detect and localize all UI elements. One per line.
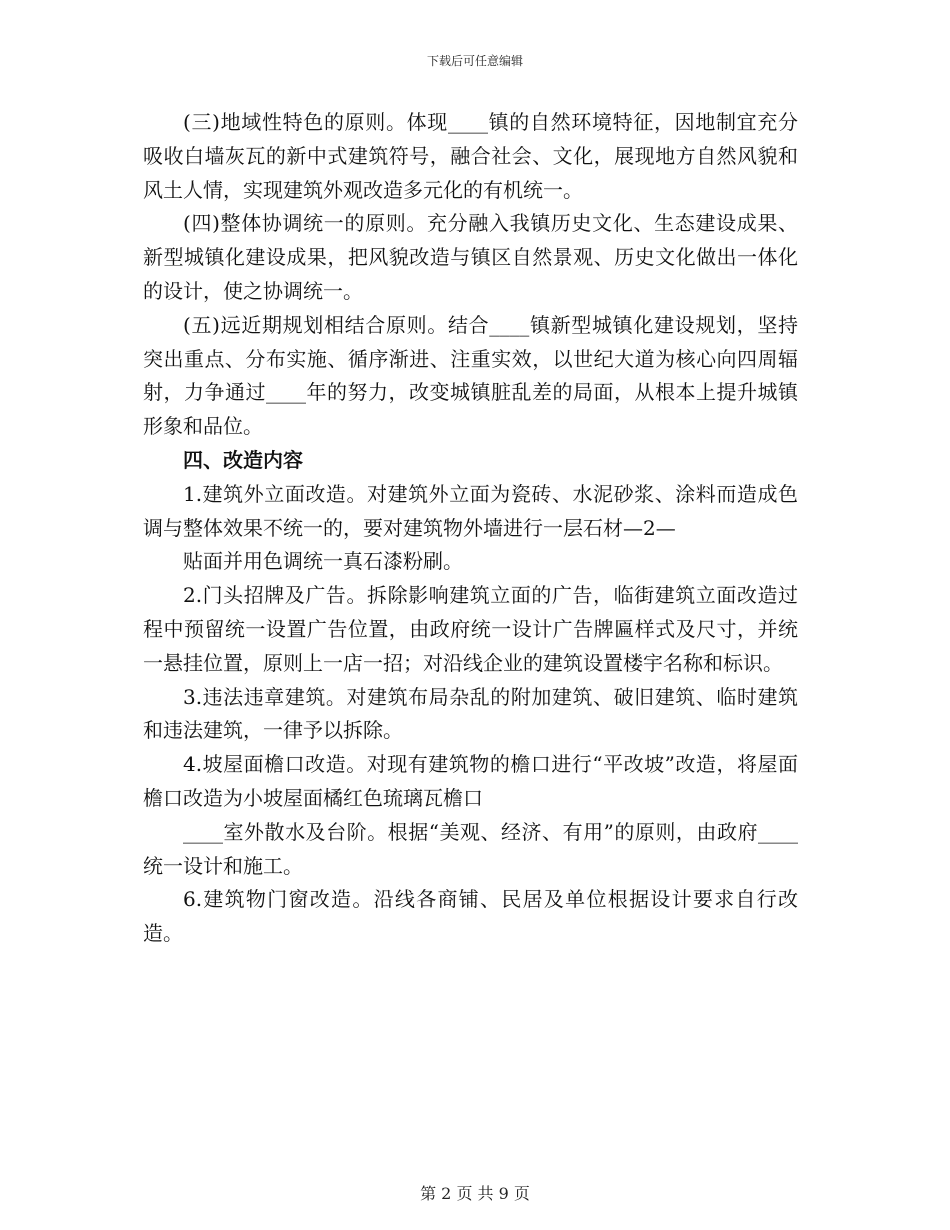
page-header: 下载后可任意编辑 xyxy=(426,54,523,68)
paragraph-principle-5: (五)远近期规划相结合原则。结合____镇新型城镇化建设规划，坚持突出重点、分布实施、循序渐进、注重实效，以世纪大道为核心向四周辐射，力争通过____年的努力，改变城镇脏乱差的局面，从根本上提升城镇形象和品位。 xyxy=(143,312,798,439)
paragraph-item-3: 3.违法违章建筑。对建筑布局杂乱的附加建筑、破旧建筑、临时建筑和违法建筑，一律予以拆除。 xyxy=(143,684,798,743)
paragraph-item-1-continued: 贴面并用色调统一真石漆粉刷。 xyxy=(183,549,463,574)
paragraph-item-6: 6.建筑物门窗改造。沿线各商铺、民居及单位根据设计要求自行改造。 xyxy=(143,887,798,946)
paragraph-principle-4: (四)整体协调统一的原则。充分融入我镇历史文化、生态建设成果、新型城镇化建设成果，把风貌改造与镇区自然景观、历史文化做出一体化的设计，使之协调统一。 xyxy=(143,211,798,303)
paragraph-principle-3: (三)地域性特色的原则。体现____镇的自然环境特征，因地制宜充分吸收白墙灰瓦的新中式建筑符号，融合社会、文化，展现地方自然风貌和风土人情，实现建筑外观改造多元化的有机统一。 xyxy=(143,110,798,202)
page-footer: 第 2 页 共 9 页 xyxy=(420,1184,530,1203)
document-body xyxy=(143,106,798,951)
paragraph-item-4: 4.坡屋面檐口改造。对现有建筑物的檐口进行“平改坡”改造，将屋面檐口改造为小坡屋面橘红色琉璃瓦檐口 xyxy=(143,752,798,810)
section-heading-renovation-content: 四、改造内容 xyxy=(183,447,303,472)
paragraph-item-2: 2.门头招牌及广告。拆除影响建筑立面的广告，临街建筑立面改造过程中预留统一设置广告位置，由政府统一设计广告牌匾样式及尺寸，并统一悬挂位置，原则上一店一招；对沿线企业的建筑设置楼宇名称和标识。 xyxy=(143,583,798,675)
paragraph-item-1: 1.建筑外立面改造。对建筑外立面为瓷砖、水泥砂浆、涂料而造成色调与整体效果不统一的，要对建筑物外墙进行一层石材—2— xyxy=(143,481,798,540)
paragraph-item-5: ____室外散水及台阶。根据“美观、经济、有用”的原则，由政府____统一设计和施工。 xyxy=(143,819,798,878)
